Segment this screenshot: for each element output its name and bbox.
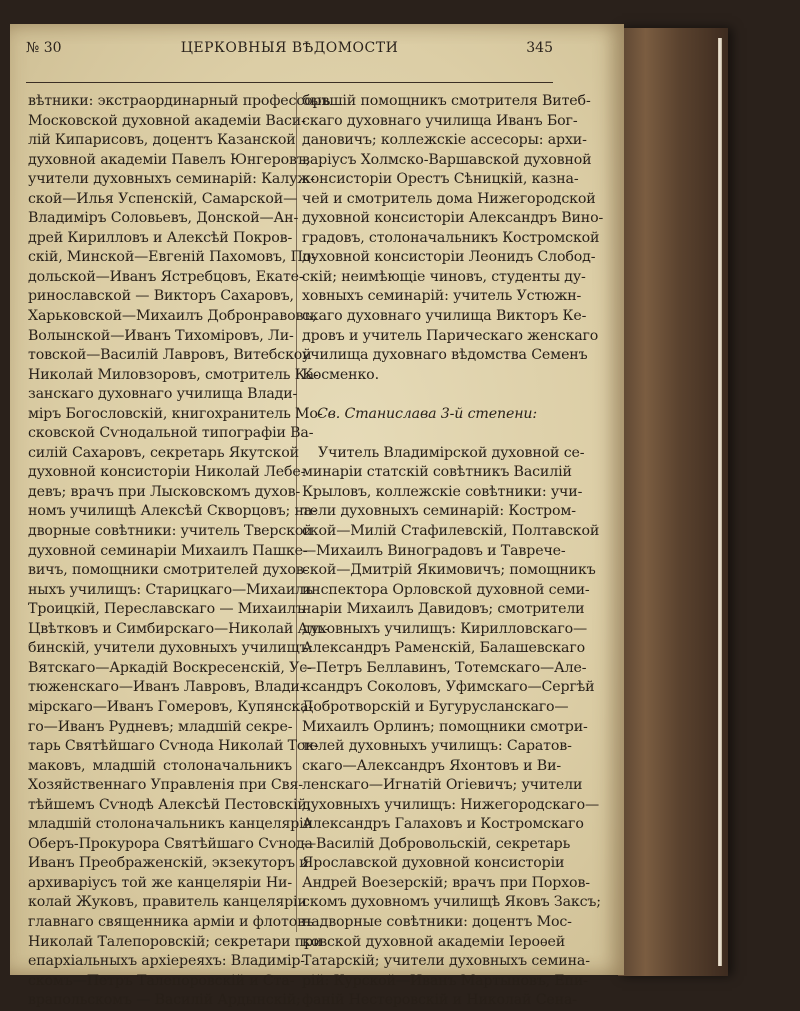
spacer	[302, 424, 552, 444]
journal-title: ЦЕРКОВНЫЯ ВѢДОМОСТИ	[180, 40, 399, 56]
text-line: врапольскомъ — Василій Ардынскій;	[28, 992, 301, 1009]
text-line: епархіальныхъ архіереяхъ: Владимір-	[28, 953, 305, 970]
text-line: вѣтники: экстраординарный профессоръ	[28, 93, 331, 109]
text-line: вичъ, помощники смотрителей духов-	[28, 562, 309, 579]
text-line: Харьковской—Михаилъ Добронравовъ,	[28, 308, 317, 325]
text-line: мірскаго—Иванъ Гомеровъ, Купянска-	[28, 698, 314, 715]
text-line: —Василій Добровольскій, секретарь	[302, 835, 571, 852]
text-line: тюженскаго—Иванъ Лавровъ, Влади-	[28, 679, 305, 696]
text-line: Татарскій; учители духовныхъ семина-	[302, 953, 590, 970]
text-line: надворные совѣтники: доцентъ Мос-	[302, 913, 572, 930]
spacer	[302, 385, 552, 405]
text-line: Косменко.	[302, 366, 379, 383]
text-line: Оберъ-Прокурора Святѣйшаго Сѵнода	[28, 835, 313, 852]
text-line: училища духовнаго вѣдомства Семенъ	[302, 347, 588, 364]
text-line: Московской духовной академіи Васи-	[28, 112, 306, 129]
text-line: духовныхъ училищъ: Нижегородскаго—	[302, 796, 600, 813]
text-line: міръ Богословскій, книгохранитель Мо-	[28, 405, 323, 422]
text-line: Александръ Галаховъ и Костромскаго	[302, 816, 584, 833]
text-line: сковской Сѵнодальной типографіи Ва-	[28, 425, 314, 442]
text-line: дворные совѣтники: учитель Тверской	[28, 523, 313, 540]
left-column	[28, 92, 331, 1011]
text-line: —Петръ Беллавинъ, Тотемскаго—Але-	[302, 659, 587, 676]
text-line: консисторіи Орестъ Сѣницкій, казна-	[302, 171, 579, 188]
text-line: дрей Кирилловъ и Алексѣй Покров-	[28, 229, 293, 246]
text-line: ныхъ училищъ: Старицкаго—Михаилъ	[28, 581, 313, 598]
text-line: ской—Милій Стафилевскій, Полтавской	[302, 523, 600, 540]
text-line: ской—Илья Успенскій, Самарской—	[28, 190, 298, 207]
text-line: дановичъ; коллежскіе ассесоры: архи-	[302, 132, 587, 149]
text-line: бинскій, учители духовныхъ училищъ:	[28, 640, 313, 657]
text-line: младшій столоначальникъ канцеляріи	[28, 816, 313, 833]
text-line: тѣйшемъ Сѵнодѣ Алексѣй Пестовскій,	[28, 796, 312, 813]
text-line: варіусъ Холмско-Варшавской духовной	[302, 151, 592, 168]
text-line: главнаго священника арміи и флотовъ	[28, 913, 314, 930]
text-line: дольской—Иванъ Ястребцовъ, Екате-	[28, 268, 304, 285]
text-line: духовной консисторіи Александръ Вино-	[302, 210, 604, 227]
header-rule	[26, 82, 553, 83]
text-line: го—Иванъ Рудневъ; младшій секре-	[28, 718, 293, 735]
book-page-edges	[618, 28, 728, 976]
text-line: тели духовныхъ семинарій: Костром-	[302, 503, 576, 520]
text-line: Хозяйственнаго Управленія при Свя-	[28, 777, 303, 794]
page-number: 345	[526, 40, 553, 56]
text-line: девъ; врачъ при Лысковскомъ духов-	[28, 483, 301, 500]
text-line: духовной семинаріи Михаилъ Пашке-	[28, 542, 308, 559]
text-line: —Михаилъ Виноградовъ и Таврече-	[302, 542, 566, 559]
text-line: скомъ—Петръ Талепоровскій и Ста-	[28, 972, 295, 989]
text-line: Вятскаго—Аркадій Воскресенскій, Ус-	[28, 659, 312, 676]
text-line: инспектора Орловской духовной семи-	[302, 581, 590, 598]
text-line: скаго духовнаго училища Викторъ Ке-	[302, 308, 587, 325]
right-column	[302, 92, 604, 1011]
text-line: дровъ и учитель Парическаго женскаго	[302, 327, 599, 344]
text-line: номъ училищѣ Алексѣй Скворцовъ; на-	[28, 503, 317, 520]
text-line: архиваріусъ той же канцеляріи Ни-	[28, 874, 292, 891]
text-line: Цвѣтковъ и Симбирскаго—Николай Аль-	[28, 620, 330, 637]
running-header	[26, 38, 553, 60]
text-line: Учитель Владимірской духовной се-	[318, 444, 585, 461]
text-line: духовной консисторіи Николай Лебе-	[28, 464, 306, 481]
text-line: ленскаго—Игнатій Огіевичъ; учители	[302, 777, 583, 794]
text-line: товской—Василій Лавровъ, Витебской	[28, 347, 312, 364]
text-line: Добротворскій и Бугурусланскаго—	[302, 698, 569, 715]
text-line: духовной академіи Павелъ Юнгеровъ;	[28, 151, 311, 168]
text-line: тарь Святѣйшаго Сѵнода Николай Ток-	[28, 738, 319, 755]
text-line: Андрей Воезерскій; врачъ при Порхов-	[302, 874, 590, 891]
text-line: Ярославской духовной консисторіи	[302, 855, 565, 872]
text-line: Троицкій, Переславскаго — Михаилъ	[28, 601, 305, 618]
text-line: духовной консисторіи Леонидъ Слобод-	[302, 249, 596, 266]
text-line: Николай Миловзоровъ, смотритель Ка-	[28, 366, 319, 383]
text-line: скій, Минской—Евгеній Пахомовъ, По-	[28, 249, 316, 266]
text-line: духовныхъ училищъ: Кирилловскаго—	[302, 620, 588, 637]
text-line: ковской духовной академіи Іероѳей	[302, 933, 566, 950]
text-line: ской—Дмитрій Якимовичъ; помощникъ	[302, 562, 596, 579]
text-line: скомъ духовномъ училищѣ Яковъ Заксъ;	[302, 894, 601, 911]
text-line: бывшій помощникъ смотрителя Витеб-	[302, 93, 591, 109]
text-line: чей и смотритель дома Нижегородской	[302, 190, 596, 207]
issue-number: № 30	[26, 40, 62, 56]
section-heading: Св. Станислава 3-й степени:	[316, 405, 538, 422]
text-line: Иванъ Преображенскій, экзекуторъ и	[28, 855, 309, 872]
text-line: фаній Нестеровскій и Николай Сена-	[302, 992, 577, 1009]
text-line: Крыловъ, коллежскіе совѣтники: учи-	[302, 483, 583, 500]
text-line: Михаилъ Орлинъ; помощники смотри-	[302, 718, 588, 735]
text-line: ринославской — Викторъ Сахаровъ,	[28, 288, 294, 305]
text-line: ховныхъ семинарій: учитель Устюжн-	[302, 288, 582, 305]
text-line: скій; неимѣющіе чиновъ, студенты ду-	[302, 268, 586, 285]
text-line: учители духовныхъ семинарій: Калуж-	[28, 171, 315, 188]
text-line: скаго—Александръ Яхонтовъ и Ви-	[302, 757, 562, 774]
text-line: занскаго духовнаго училища Влади-	[28, 386, 298, 403]
text-line: маковъ, младшій столоначальникъ	[28, 757, 292, 774]
text-line: лій Кипарисовъ, доцентъ Казанской	[28, 132, 296, 149]
text-line: минаріи статскій совѣтникъ Василій	[302, 464, 572, 481]
text-line: колай Жуковъ, правитель канцеляріи	[28, 894, 307, 911]
text-line: телей духовныхъ училищъ: Саратов-	[302, 738, 572, 755]
text-line: Волынской—Иванъ Тихоміровъ, Ли-	[28, 327, 294, 344]
text-line: рій: Курской—Иванъ Мартыновъ, Епи-	[302, 972, 588, 989]
text-line: Владиміръ Соловьевъ, Донской—Ан-	[28, 210, 299, 227]
text-line: Александръ Раменскій, Балашевскаго	[302, 640, 586, 657]
text-line: скаго духовнаго училища Иванъ Бог-	[302, 112, 578, 129]
text-line: силій Сахаровъ, секретарь Якутской	[28, 444, 299, 461]
text-line: ксандръ Соколовъ, Уфимскаго—Сергѣй	[302, 679, 595, 696]
text-line: Николай Талепоровскій; секретари при	[28, 933, 323, 950]
text-line: наріи Михаилъ Давидовъ; смотрители	[302, 601, 585, 618]
text-line: градовъ, столоначальникъ Костромской	[302, 229, 600, 246]
